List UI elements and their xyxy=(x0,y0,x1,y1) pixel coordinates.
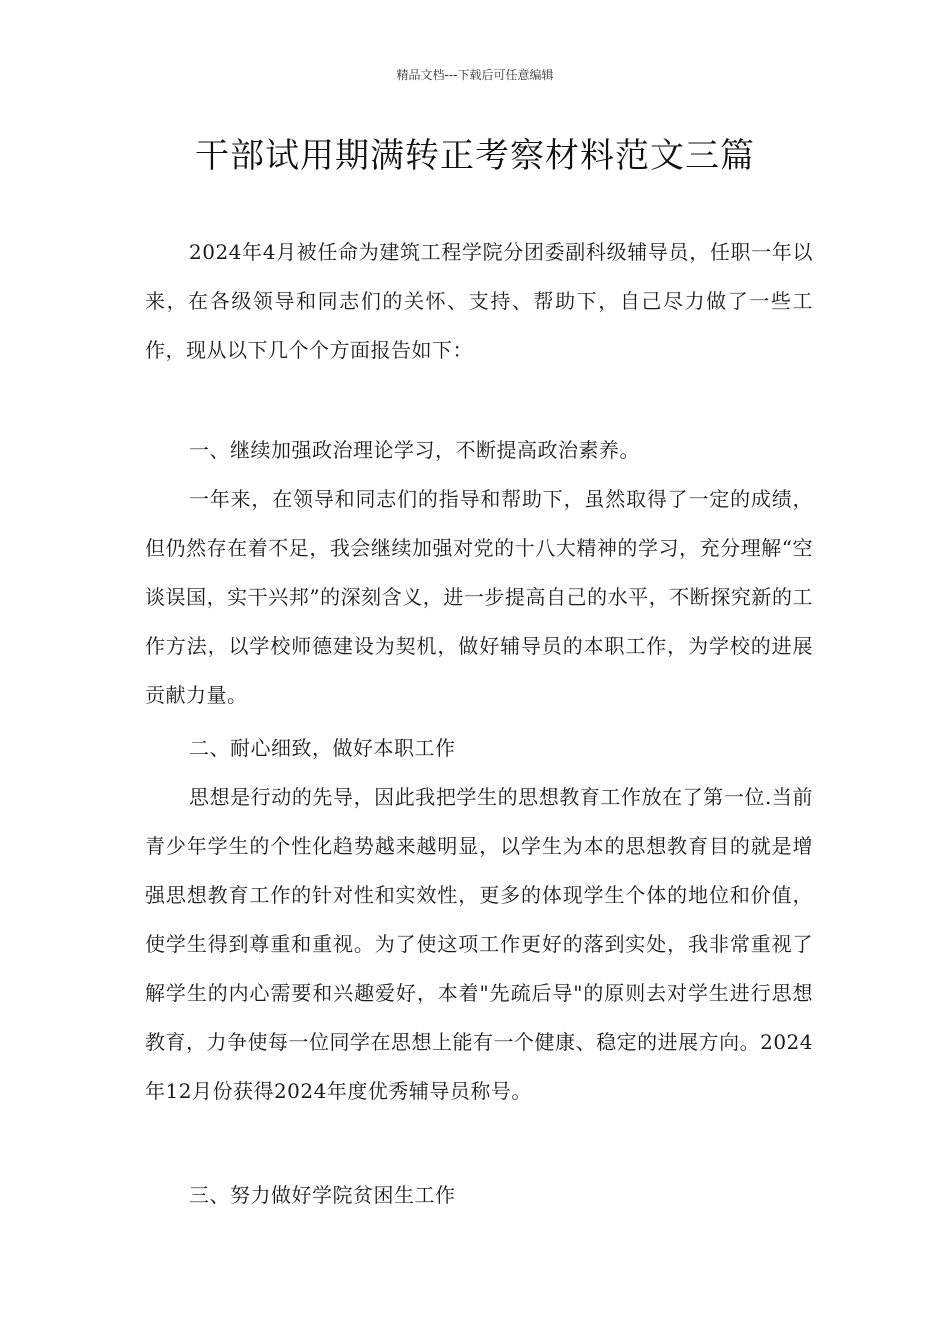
section-3-heading: 三、努力做好学院贫困生工作 xyxy=(189,1183,456,1207)
intro-paragraph: 2024年4月被任命为建筑工程学院分团委副科级辅导员，任职一年以来，在各级领导和同志们的关怀、支持、帮助下，自己尽力做了一些工作，现从以下几个个方面报告如下： xyxy=(145,240,813,362)
page-header-note: 精品文档---下载后可任意编辑 xyxy=(396,68,554,82)
document-title: 干部试用期满转正考察材料范文三篇 xyxy=(195,136,755,176)
section-1-body: 一年来，在领导和同志们的指导和帮助下，虽然取得了一定的成绩，但仍然存在着不足，我会继续加强对党的十八大精神的学习，充分理解“空谈误国，实干兴邦”的深刻含义，进一步提高自己的水平，不断探究新的工作方法，以学校师德建设为契机，做好辅导员的本职工作，为学校的进展贡献力量。 xyxy=(145,487,813,707)
section-2-body: 思想是行动的先导，因此我把学生的思想教育工作放在了第一位.当前青少年学生的个性化趋势越来越明显，以学生为本的思想教育目的就是增强思想教育工作的针对性和实效性，更多的体现学生个体的地位和价值，使学生得到尊重和重视。为了使这项工作更好的落到实处，我非常重视了解学生的内心需要和兴趣爱好，本着"先疏后导"的原则去对学生进行思想教育，力争使每一位同学在思想上能有一个健康、稳定的进展方向。2024年12月份获得2024年度优秀辅导员称号。 xyxy=(145,785,813,1103)
section-2-heading: 二、耐心细致，做好本职工作 xyxy=(189,736,456,760)
section-1-heading: 一、继续加强政治理论学习，不断提高政治素养。 xyxy=(189,438,640,462)
